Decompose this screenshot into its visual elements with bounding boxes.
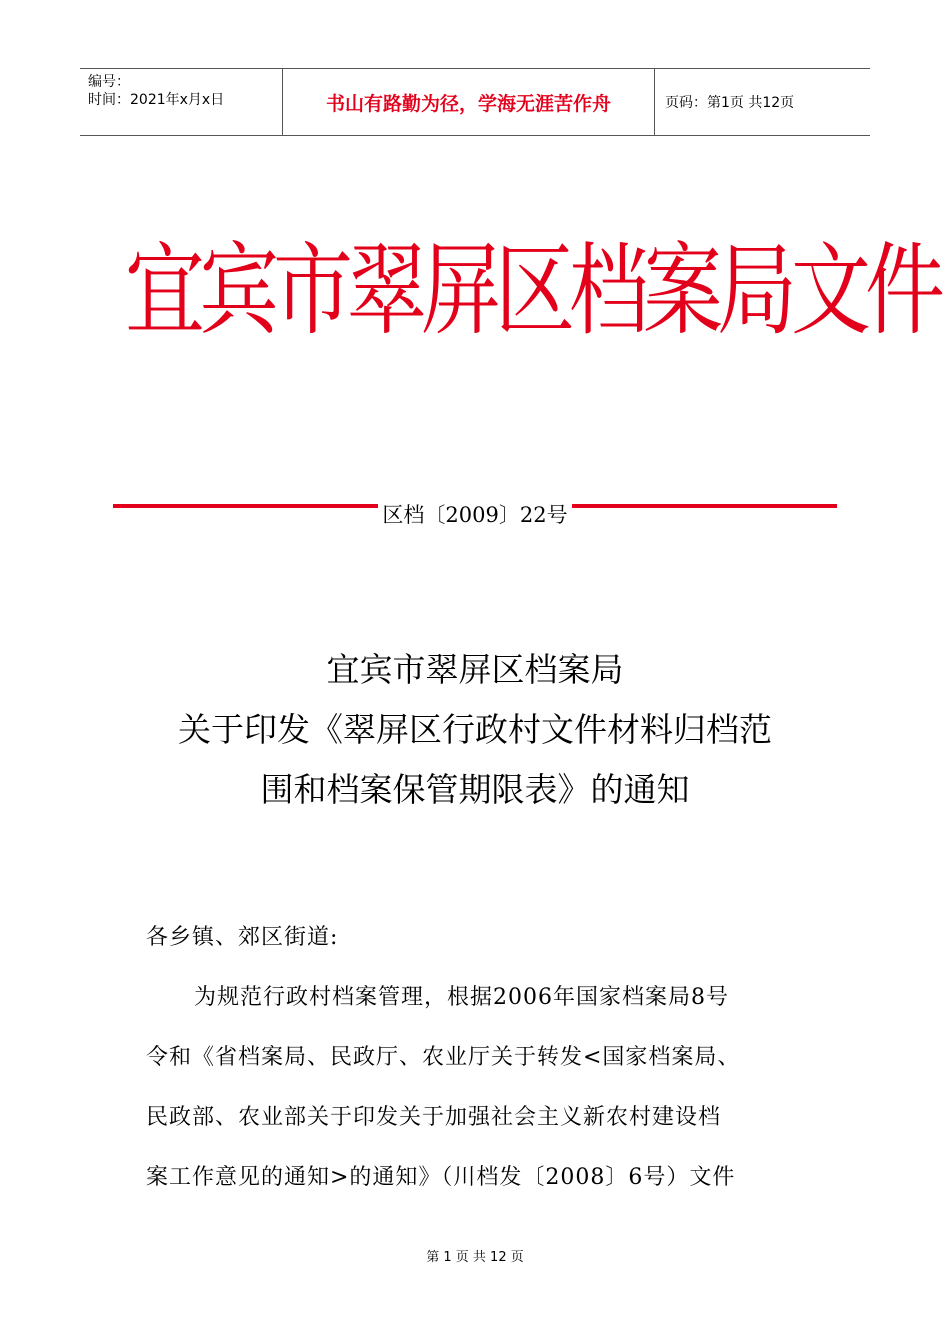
issuer-title: 宜宾市翠屏区档案局文件 — [125, 232, 939, 349]
body-text — [146, 908, 796, 1208]
number-label: 编号： — [88, 74, 130, 90]
body-line: 为规范行政村档案管理，根据2006年国家档案局8号 — [194, 985, 729, 1010]
header-meta-cell — [80, 69, 282, 135]
body-line: 民政部、农业部关于印发关于加强社会主义新农村建设档 — [146, 1105, 722, 1130]
title-line: 宜宾市翠屏区档案局 — [326, 650, 624, 689]
notice-title — [0, 640, 950, 820]
page-footer: 第 1 页 共 12 页 — [426, 1250, 524, 1265]
header-page-info: 页码：第1页 共12页 — [665, 95, 795, 111]
title-line: 围和档案保管期限表》的通知 — [260, 770, 690, 809]
body-line: 案工作意见的通知>的通知》（川档发〔2008〕6号）文件 — [146, 1165, 736, 1190]
header-table — [80, 68, 870, 136]
body-line: 令和《省档案局、民政厅、农业厅关于转发<国家档案局、 — [146, 1045, 741, 1070]
title-line: 关于印发《翠屏区行政村文件材料归档范 — [178, 710, 772, 749]
doc-number: 区档〔2009〕22号 — [378, 503, 571, 527]
salutation: 各乡镇、郊区街道: — [146, 925, 339, 950]
time-label: 时间：2021年x月x日 — [88, 92, 225, 108]
doc-number-wrap — [0, 500, 950, 530]
header-motto: 书山有路勤为径，学海无涯苦作舟 — [282, 69, 655, 135]
